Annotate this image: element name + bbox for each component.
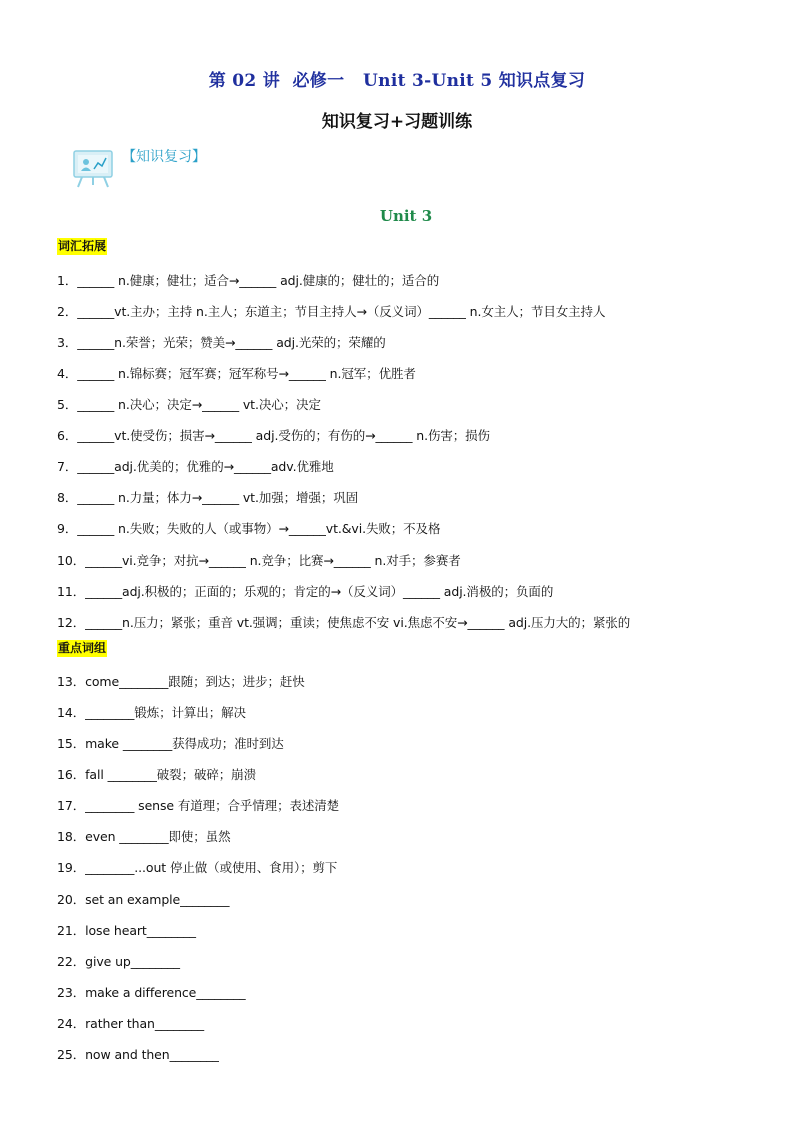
list-item: 3．______n.荣誉；光荣；赞美→______ adj.光荣的；荣耀的 xyxy=(57,335,386,350)
list-item: 22．give up________ xyxy=(57,954,180,969)
list-item: 9．______ n.失败；失败的人（或事物）→______vt.&vi.失败；不及格 xyxy=(57,521,441,536)
list-item: 7．______adj.优美的；优雅的→______adv.优雅地 xyxy=(57,459,334,474)
list-item: 25．now and then________ xyxy=(57,1047,219,1062)
presentation-board-icon xyxy=(72,145,116,189)
review-section-label: 【知识复习】 xyxy=(122,149,206,165)
list-item: 19．________...out 停止做（或使用、食用）；剪下 xyxy=(57,860,338,875)
list-item: 4．______ n.锦标赛；冠军赛；冠军称号→______ n.冠军；优胜者 xyxy=(57,366,416,381)
list-item: 10．______vi.竞争；对抗→______ n.竞争；比赛→______ n.对手；参赛者 xyxy=(57,553,461,568)
list-item: 11．______adj.积极的；正面的；乐观的；肯定的→（反义词）______ adj.消极的；负面的 xyxy=(57,584,554,599)
page-title: 第 02 讲 必修一 Unit 3-Unit 5 知识点复习 xyxy=(208,71,586,91)
list-item: 16．fall ________破裂；破碎；崩溃 xyxy=(57,767,256,782)
list-item: 18．even ________即使；虽然 xyxy=(57,829,231,844)
section-tag-vocabulary: 词汇拓展 xyxy=(58,239,107,253)
list-item: 14．________锻炼；计算出；解决 xyxy=(57,705,246,720)
section-tag-phrases: 重点词组 xyxy=(58,641,107,655)
list-item: 17．________ sense 有道理；合乎情理；表述清楚 xyxy=(57,798,340,813)
list-item: 5．______ n.决心；决定→______ vt.决心；决定 xyxy=(57,397,321,412)
list-item: 13．come________跟随；到达；进步；赶快 xyxy=(57,674,305,689)
list-item: 23．make a difference________ xyxy=(57,985,246,1000)
unit-heading: Unit 3 xyxy=(379,207,433,225)
list-item: 15．make ________获得成功；准时到达 xyxy=(57,736,284,751)
list-item: 1．______ n.健康；健壮；适合→______ adj.健康的；健壮的；适合的 xyxy=(57,273,440,288)
list-item: 2．______vt.主办；主持 n.主人；东道主；节目主持人→（反义词）______ n.女主人；节目女主持人 xyxy=(57,304,606,319)
list-item: 24．rather than________ xyxy=(57,1016,205,1031)
list-item: 21．lose heart________ xyxy=(57,923,196,938)
page-subtitle: 知识复习+习题训练 xyxy=(321,112,473,132)
list-item: 12．______n.压力；紧张；重音 vt.强调；重读；使焦虑不安 vi.焦虑不安→______ adj.压力大的；紧张的 xyxy=(57,615,631,630)
list-item: 8．______ n.力量；体力→______ vt.加强；增强；巩固 xyxy=(57,490,359,505)
list-item: 20．set an example________ xyxy=(57,892,230,907)
list-item: 6．______vt.使受伤；损害→______ adj.受伤的；有伤的→______ n.伤害；损伤 xyxy=(57,428,490,443)
